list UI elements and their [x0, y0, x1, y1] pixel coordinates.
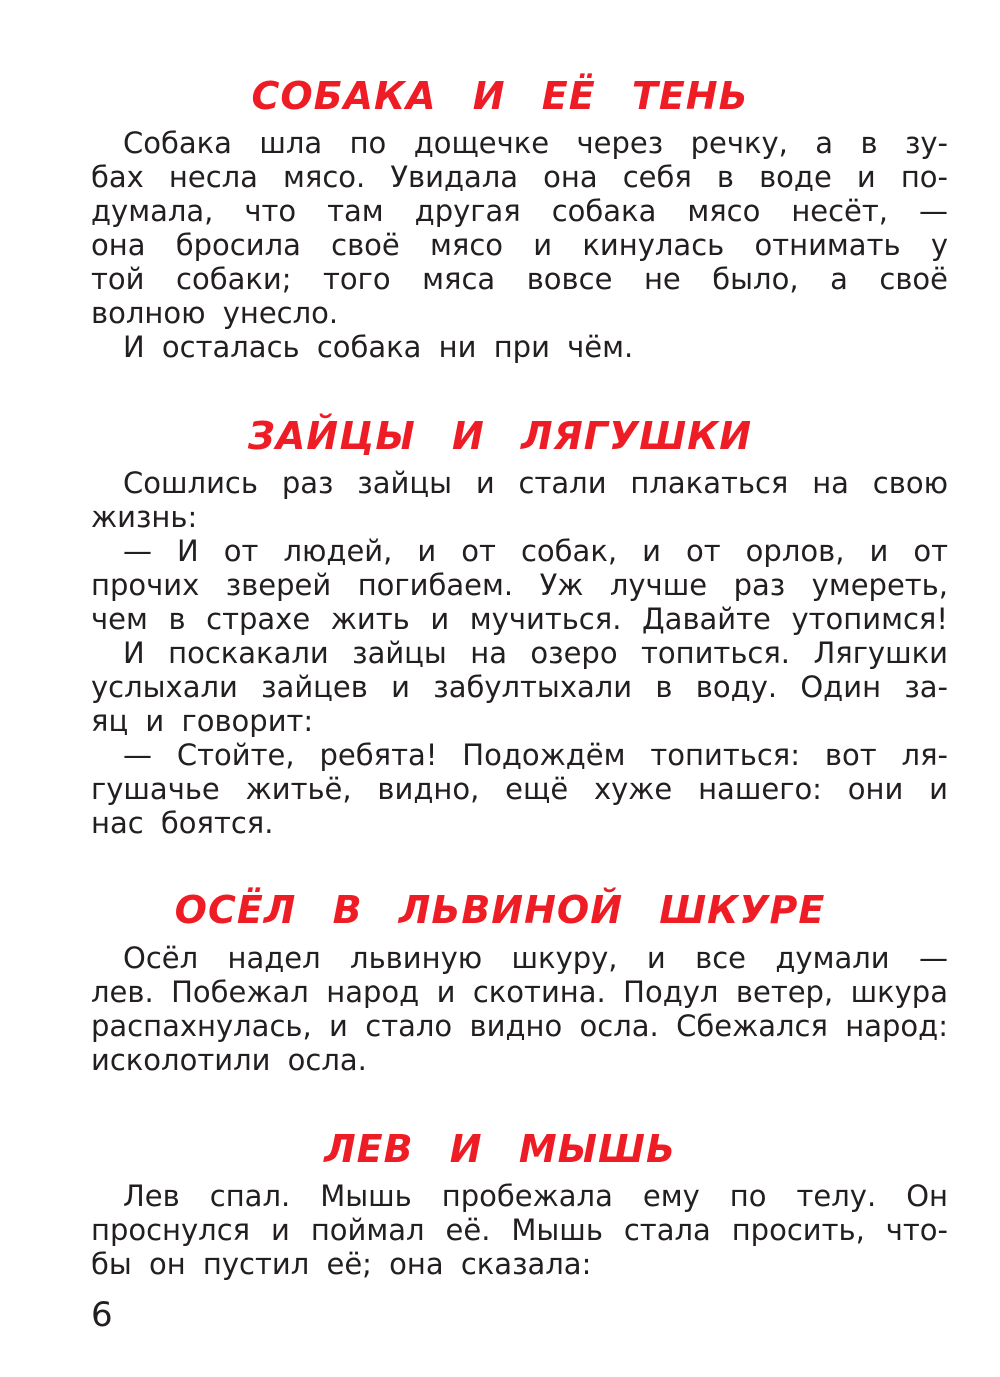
story-text-line: гушачье житьё, видно, ещё хуже нашего: они и	[91, 772, 948, 806]
story-text-line: услыхали зайцев и забултыхали в воду. Один за-	[91, 670, 948, 704]
story-text-line: исколотили осла.	[91, 1043, 367, 1077]
story-text-line: Сошлись раз зайцы и стали плакаться на свою	[123, 466, 948, 500]
story-text-line: распахнулась, и стало видно осла. Сбежался народ:	[91, 1009, 948, 1043]
story-text-line: той собаки; того мяса вовсе не было, а своё	[91, 262, 948, 296]
story-text-line: чем в страхе жить и мучиться. Давайте утопимся!	[91, 602, 948, 636]
story-text-line: она бросила своё мясо и кинулась отнимать у	[91, 228, 948, 262]
story-text-line: Осёл надел львиную шкуру, и все думали —	[123, 941, 948, 975]
story-text-line: прочих зверей погибаем. Уж лучше раз умереть,	[91, 568, 948, 602]
story-text-line: — Стойте, ребята! Подождём топиться: вот ля-	[123, 738, 948, 772]
story-text-line: бах несла мясо. Увидала она себя в воде и по-	[91, 160, 948, 194]
story-title: ОСЁЛ В ЛЬВИНОЙ ШКУРЕ	[174, 888, 826, 932]
story-text-line: лев. Побежал народ и скотина. Подул ветер, шкура	[91, 975, 948, 1009]
story-text-line: волною унесло.	[91, 296, 339, 330]
story-text-line: нас боятся.	[91, 806, 274, 840]
page-number: 6	[91, 1295, 113, 1335]
story-text-line: — И от людей, и от собак, и от орлов, и от	[123, 534, 948, 568]
story-text-line: думала, что там другая собака мясо несёт, —	[91, 194, 948, 228]
story-text-line: И поскакали зайцы на озеро топиться. Лягушки	[123, 636, 948, 670]
story-text-line: Собака шла по дощечке через речку, а в зу-	[123, 126, 948, 160]
story-text-line: бы он пустил её; она сказала:	[91, 1247, 592, 1281]
story-title: СОБАКА И ЕЁ ТЕНЬ	[251, 74, 749, 118]
story-text-line: И осталась собака ни при чём.	[123, 330, 634, 364]
story-title: ЛЕВ И МЫШЬ	[324, 1127, 676, 1171]
story-text-line: проснулся и поймал её. Мышь стала просить, что-	[91, 1213, 948, 1247]
story-text-line: Лев спал. Мышь пробежала ему по телу. Он	[123, 1179, 948, 1213]
story-text-line: яц и говорит:	[91, 704, 314, 738]
story-text-line: жизнь:	[91, 500, 198, 534]
story-title: ЗАЙЦЫ И ЛЯГУШКИ	[247, 414, 753, 458]
